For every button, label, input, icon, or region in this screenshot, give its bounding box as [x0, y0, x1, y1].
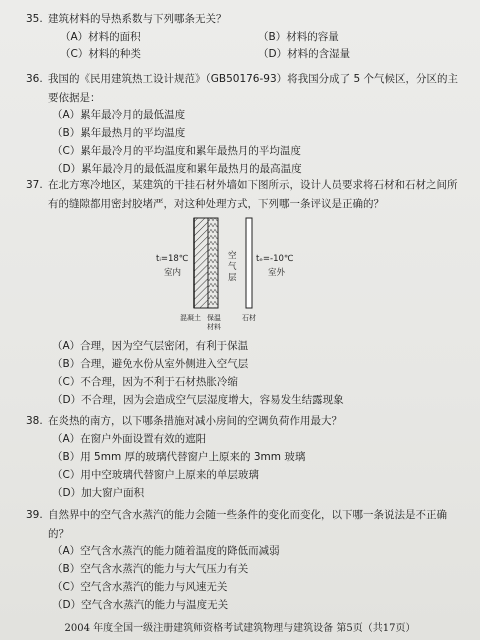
q39-stem: 自然界中的空气含水蒸汽的能力会随一些条件的变化而变化，以下哪一条说法是不正确的？: [48, 509, 447, 540]
q37-number: 37.: [26, 179, 43, 191]
q38-number: 38.: [26, 415, 43, 427]
wall-section-diagram: [150, 216, 320, 334]
q37-option-c: （C）不合理，因为不利于石材热胀冷缩: [52, 376, 238, 388]
q36-option-c: （C）累年最冷月的平均温度和累年最热月的平均温度: [52, 145, 301, 157]
indoor-label: 室内: [164, 268, 182, 278]
air-layer-label-1: 空: [228, 251, 237, 261]
q36-option-d: （D）累年最冷月的最低温度和累年最热月的最高温度: [52, 163, 302, 175]
page-footer: 2004 年度全国一级注册建筑师资格考试建筑物理与建筑设备 第5页（共17页）: [64, 623, 416, 634]
q38-option-d: （D）加大窗户面积: [52, 487, 145, 499]
stone-layer: [246, 218, 252, 308]
q36-option-b: （B）累年最热月的平均温度: [52, 127, 186, 139]
q38-stem: 在炎热的南方，以下哪条措施对减小房间的空调负荷作用最大？: [48, 415, 342, 427]
q37-option-d: （D）不合理，因为会造成空气层湿度增大，容易发生结露现象: [52, 394, 344, 406]
q39-number: 39.: [26, 509, 43, 521]
q39-option-c: （C）空气含水蒸汽的能力与风速无关: [52, 581, 228, 593]
outdoor-label: 室外: [268, 268, 286, 278]
concrete-layer: [194, 218, 208, 308]
insulation-layer: [208, 218, 218, 308]
q37-option-a: （A）合理，因为空气层密闭，有利于保温: [52, 340, 249, 352]
q38-option-b: （B）用 5mm 厚的玻璃代替窗户上原来的 3mm 玻璃: [52, 451, 306, 463]
insulation-label-1: 保温: [207, 314, 221, 322]
q38-option-a: （A）在窗户外面设置有效的遮阳: [52, 433, 207, 445]
q35-number: 35.: [26, 13, 43, 25]
stone-label: 石材: [242, 314, 256, 322]
q35-option-d: （D）材料的含湿量: [258, 48, 351, 60]
q35-option-b: （B）材料的容量: [258, 31, 339, 43]
q37-option-b: （B）合理，避免水份从室外侧进入空气层: [52, 358, 249, 370]
q35-option-a: （A）材料的面积: [60, 31, 141, 43]
q35-stem: 建筑材料的导热系数与下列哪条无关？: [48, 13, 227, 25]
q38-option-c: （C）用中空玻璃代替窗户上原来的单层玻璃: [52, 469, 259, 481]
q36-number: 36.: [26, 73, 43, 85]
q39-option-a: （A）空气含水蒸汽的能力随着温度的降低而减弱: [52, 545, 280, 557]
indoor-temp-label: tᵢ=18℃: [156, 254, 189, 264]
concrete-label: 混凝土: [180, 314, 201, 322]
air-layer-label-3: 层: [228, 273, 237, 283]
q35-option-c: （C）材料的种类: [60, 48, 141, 60]
outdoor-temp-label: tₑ=-10℃: [256, 254, 294, 264]
q39-option-d: （D）空气含水蒸汽的能力与温度无关: [52, 599, 229, 611]
q36-stem: 我国的《民用建筑热工设计规范》（GB50176-93）将我国分成了 5 个气候区，分区的主要依据是：: [48, 73, 458, 104]
q37-stem: 在北方寒冷地区，某建筑的干挂石材外墙如下图所示，设计人员要求将石材和石材之间所有的缝隙都用密封胶堵严，对这种处理方式，下列哪一条评议是正确的？: [48, 179, 458, 210]
q36-option-a: （A）累年最冷月的最低温度: [52, 109, 186, 121]
insulation-label-2: 材料: [207, 323, 221, 331]
q39-option-b: （B）空气含水蒸汽的能力与大气压力有关: [52, 563, 249, 575]
air-layer-label-2: 气: [228, 262, 237, 272]
